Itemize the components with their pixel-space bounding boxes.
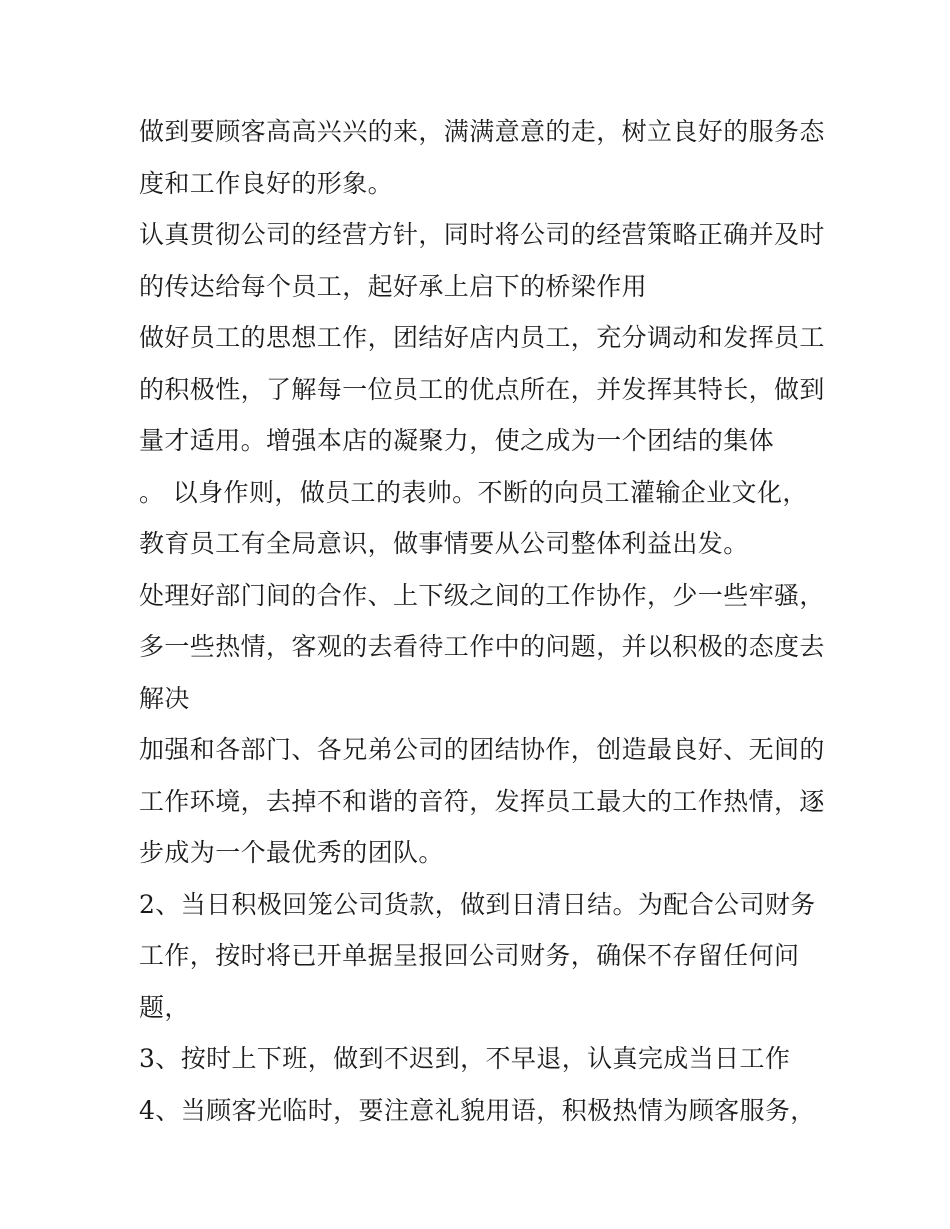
- text-line: 题，: [139, 992, 190, 1022]
- text-line: 的传达给每个员工，起好承上启下的桥梁作用: [139, 271, 648, 301]
- text-line: 2、当日积极回笼公司货款，做到日清日结。为配合公司财务: [139, 889, 816, 919]
- text-line: 工作，按时将已开单据呈报回公司财务，确保不存留任何问: [139, 941, 800, 970]
- text-line: 多一些热情，客观的去看待工作中的问题，并以积极的态度去: [139, 632, 825, 661]
- text-line: 工作环境，去掉不和谐的音符，发挥员工最大的工作热情，逐: [139, 786, 825, 816]
- text-line: 度和工作良好的形象。: [139, 168, 394, 198]
- text-line: 步成为一个最优秀的团队。: [139, 838, 444, 867]
- text-line: 4、当顾客光临时，要注意礼貌用语，积极热情为顾客服务，: [139, 1095, 816, 1125]
- text-line: 教育员工有全局意识，做事情要从公司整体利益出发。: [139, 529, 749, 558]
- text-line: 3、按时上下班，做到不迟到，不早退，认真完成当日工作: [139, 1044, 791, 1073]
- text-line: 认真贯彻公司的经营方针，同时将公司的经营策略正确并及时: [139, 220, 825, 249]
- text-line: 。 以身作则，做员工的表帅。不断的向员工灌输企业文化，: [139, 477, 808, 507]
- body-text: [139, 106, 829, 1136]
- text-line: 的积极性，了解每一位员工的优点所在，并发挥其特长，做到: [139, 374, 825, 404]
- text-line: 做到要顾客高高兴兴的来，满满意意的走，树立良好的服务态: [139, 117, 825, 146]
- text-line: 量才适用。增强本店的凝聚力，使之成为一个团结的集体: [139, 426, 775, 455]
- text-line: 做好员工的思想工作，团结好店内员工，充分调动和发挥员工: [139, 323, 825, 352]
- text-line: 加强和各部门、各兄弟公司的团结协作，创造最良好、无间的: [139, 735, 825, 764]
- text-line: 处理好部门间的合作、上下级之间的工作协作，少一些牢骚，: [139, 580, 825, 610]
- text-line: 解决: [139, 683, 190, 713]
